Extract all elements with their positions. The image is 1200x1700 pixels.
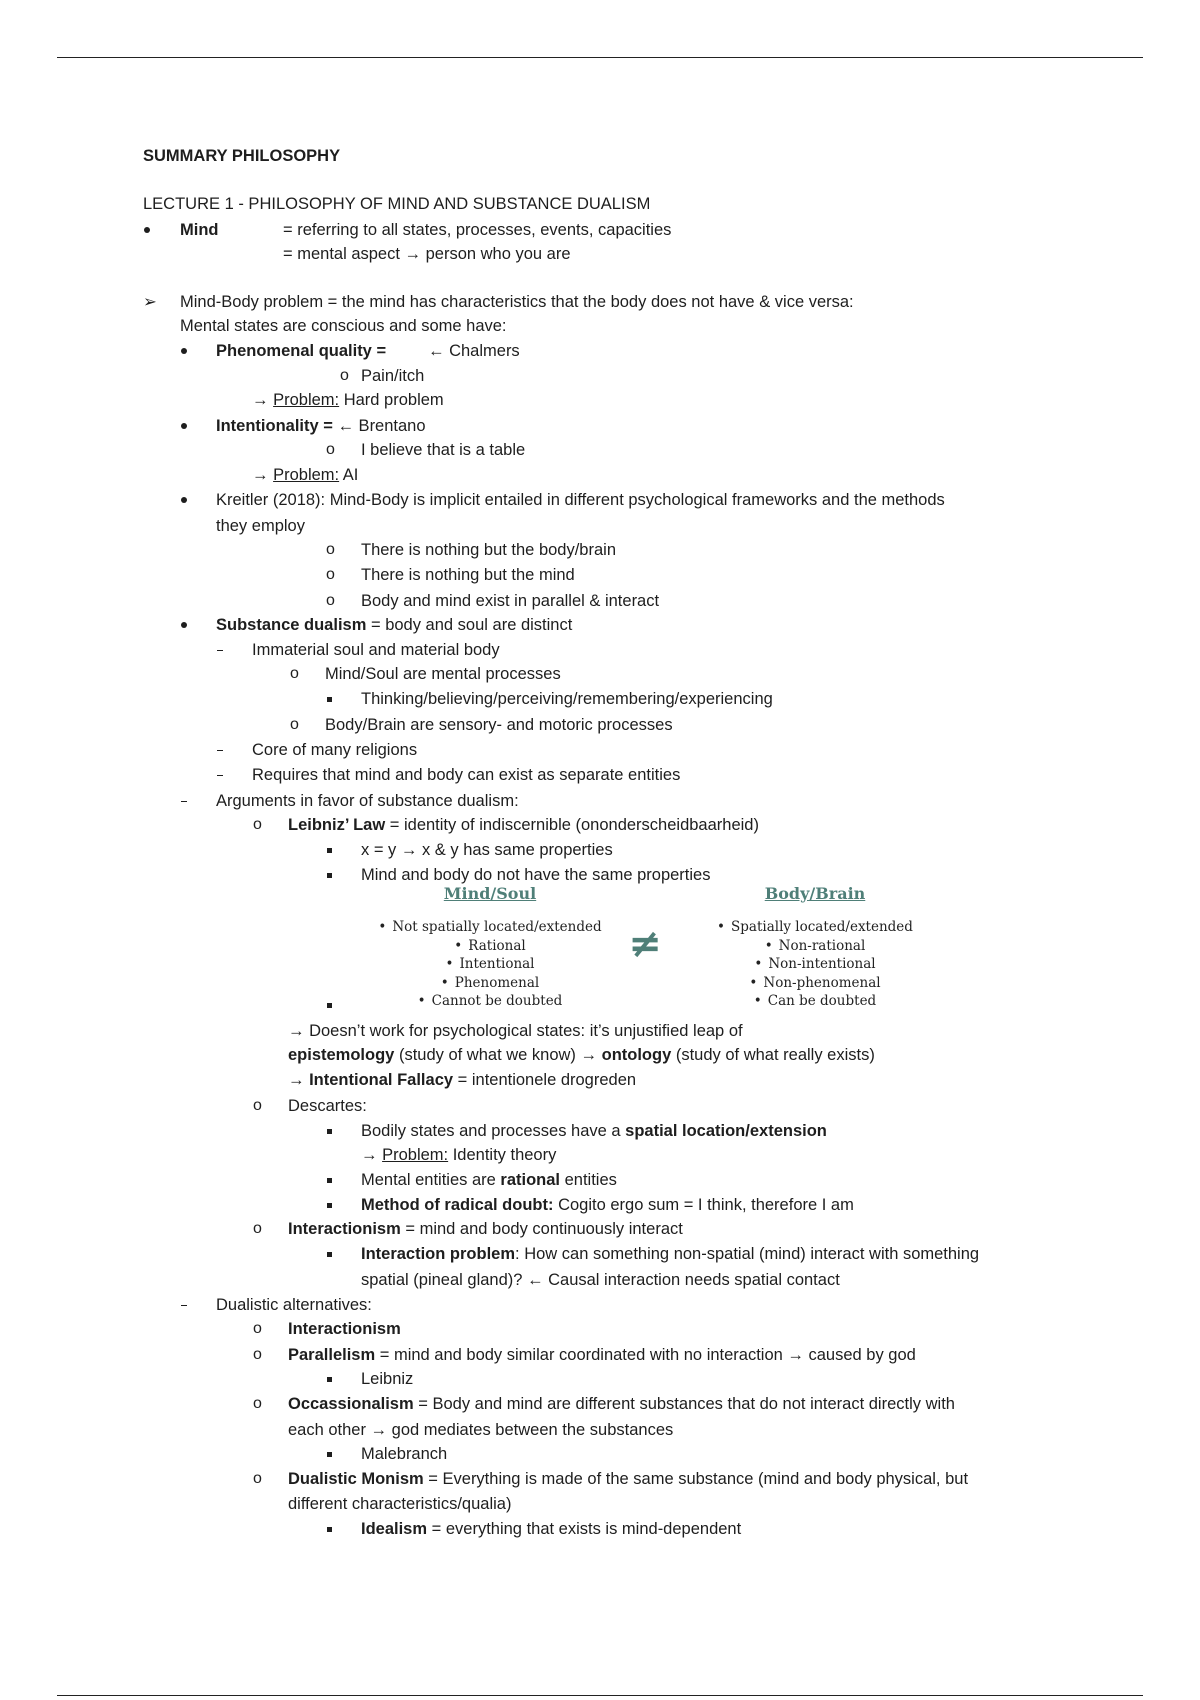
square-bullet bbox=[327, 1252, 332, 1257]
problem-text: Identity theory bbox=[448, 1146, 557, 1164]
alternatives-heading: Dualistic alternatives: bbox=[216, 1296, 372, 1314]
epistemology-ontology bbox=[288, 1045, 875, 1065]
circle-bullet: o bbox=[340, 367, 349, 384]
circle-bullet: o bbox=[326, 541, 335, 558]
radical-doubt bbox=[361, 1195, 854, 1215]
radical-doubt-term: Method of radical doubt: bbox=[361, 1196, 554, 1214]
mind-soul-header: Mind/Soul bbox=[443, 884, 537, 903]
circle-bullet: o bbox=[290, 716, 299, 733]
identity-theory bbox=[361, 1145, 556, 1165]
mind-property: • Cannot be doubted bbox=[370, 992, 610, 1011]
interactionism-term: Interactionism bbox=[288, 1220, 401, 1238]
intentionality bbox=[216, 416, 426, 436]
hard-problem bbox=[252, 390, 444, 410]
leibniz: Leibniz bbox=[361, 1370, 414, 1388]
square-bullet bbox=[327, 1003, 332, 1008]
square-bullet bbox=[327, 1377, 332, 1382]
circle-bullet: o bbox=[253, 1470, 262, 1487]
bullet-dot bbox=[181, 423, 187, 429]
intentional-fallacy-term: Intentional Fallacy bbox=[309, 1071, 454, 1089]
dualistic-monism-term: Dualistic Monism bbox=[288, 1470, 424, 1488]
ontology-def: (study of what really exists) bbox=[671, 1046, 875, 1064]
core-religions: Core of many religions bbox=[252, 741, 418, 759]
mind-soul-column bbox=[370, 884, 610, 1011]
table-belief: I believe that is a table bbox=[361, 441, 526, 459]
mind-property: • Phenomenal bbox=[370, 974, 610, 993]
thinking-list: Thinking/believing/perceiving/remembering/experiencing bbox=[361, 690, 773, 708]
mind-soul-mental: Mind/Soul are mental processes bbox=[325, 665, 561, 683]
spatial-text: Bodily states and processes have a bbox=[361, 1122, 626, 1140]
kreitler-line-1: Kreitler (2018): Mind-Body is implicit entailed in different psychological frameworks and the methods bbox=[216, 491, 945, 509]
mental-states-line: Mental states are conscious and some have: bbox=[180, 317, 507, 335]
occasionalism bbox=[288, 1394, 955, 1414]
substance-dualism-term: Substance dualism bbox=[216, 616, 367, 634]
mind-definition-2: = mental aspect → person who you are bbox=[283, 245, 571, 263]
circle-bullet: o bbox=[253, 816, 262, 833]
arrow: → bbox=[288, 1071, 310, 1089]
brentano-ref: ← Brentano bbox=[332, 417, 426, 435]
mind-body-problem: Mind-Body problem = the mind has characteristics that the body does not have & vice versa: bbox=[180, 293, 854, 311]
body-brain-sensory: Body/Brain are sensory- and motoric processes bbox=[325, 716, 673, 734]
not-same-properties: Mind and body do not have the same properties bbox=[361, 866, 711, 884]
square-bullet bbox=[327, 1203, 332, 1208]
kreitler-option-2: There is nothing but the mind bbox=[361, 566, 575, 584]
substance-dualism-def: = body and soul are distinct bbox=[366, 616, 573, 634]
kreitler-option-1: There is nothing but the body/brain bbox=[361, 541, 617, 559]
circle-bullet: o bbox=[326, 441, 335, 458]
intentional-fallacy bbox=[288, 1070, 636, 1090]
circle-bullet: o bbox=[326, 592, 335, 609]
square-bullet bbox=[327, 873, 332, 878]
problem-text: AI bbox=[339, 466, 359, 484]
ai-problem bbox=[252, 465, 358, 485]
circle-bullet: o bbox=[253, 1346, 262, 1363]
mind-property: • Intentional bbox=[370, 955, 610, 974]
square-bullet bbox=[327, 1129, 332, 1134]
intentionality-term: Intentionality = bbox=[216, 417, 333, 435]
immaterial-soul: Immaterial soul and material body bbox=[252, 641, 500, 659]
arguments-heading: Arguments in favor of substance dualism: bbox=[216, 792, 519, 810]
leibniz-law-def: = identity of indiscernible (ononderscheidbaarheid) bbox=[385, 816, 759, 834]
spatial-term: spatial location/extension bbox=[625, 1122, 827, 1140]
dash-bullet bbox=[181, 801, 187, 802]
god-mediates: each other → god mediates between the substances bbox=[288, 1421, 674, 1439]
substance-dualism bbox=[216, 615, 572, 635]
mind-property: • Rational bbox=[370, 937, 610, 956]
bullet-dot bbox=[181, 497, 187, 503]
idealism bbox=[361, 1519, 741, 1539]
interaction-problem bbox=[361, 1244, 979, 1264]
problem-label: Problem: bbox=[382, 1146, 449, 1164]
epistemology-def: (study of what we know) → bbox=[394, 1046, 602, 1064]
mind-term: Mind bbox=[180, 221, 219, 239]
body-property: • Non-intentional bbox=[700, 955, 930, 974]
spatial-location bbox=[361, 1121, 827, 1141]
occasionalism-term: Occassionalism bbox=[288, 1395, 414, 1413]
interactionism-def: = mind and body continuously interact bbox=[400, 1220, 683, 1238]
problem-label: Problem: bbox=[273, 466, 340, 484]
circle-bullet: o bbox=[326, 566, 335, 583]
intentional-fallacy-def: = intentionele drogreden bbox=[453, 1071, 637, 1089]
arrow: → bbox=[252, 466, 274, 484]
dash-bullet bbox=[181, 1305, 187, 1306]
separate-entities: Requires that mind and body can exist as separate entities bbox=[252, 766, 681, 784]
body-property: • Non-rational bbox=[700, 937, 930, 956]
parallelism-term: Parallelism bbox=[288, 1346, 376, 1364]
kreitler-line-2: they employ bbox=[216, 517, 305, 535]
not-equal-icon: ≠ bbox=[628, 921, 662, 967]
circle-bullet: o bbox=[253, 1395, 262, 1412]
pain-itch: Pain/itch bbox=[361, 367, 425, 385]
epistemology-term: epistemology bbox=[288, 1046, 395, 1064]
circle-bullet: o bbox=[253, 1220, 262, 1237]
descartes-heading: Descartes: bbox=[288, 1097, 367, 1115]
square-bullet bbox=[327, 1452, 332, 1457]
square-bullet bbox=[327, 1178, 332, 1183]
mind-property: • Not spatially located/extended bbox=[370, 918, 610, 937]
arrow-bullet: ➢ bbox=[143, 293, 157, 311]
bullet-dot bbox=[144, 227, 150, 233]
square-bullet bbox=[327, 697, 332, 702]
square-bullet bbox=[327, 848, 332, 853]
cogito-text: Cogito ergo sum = I think, therefore I am bbox=[553, 1196, 854, 1214]
phenomenal-quality-term: Phenomenal quality = bbox=[216, 342, 387, 360]
kreitler-option-3: Body and mind exist in parallel & interact bbox=[361, 592, 660, 610]
parallelism-def: = mind and body similar coordinated with no interaction → caused by god bbox=[375, 1346, 916, 1364]
leibniz-law bbox=[288, 815, 759, 835]
idealism-def: = everything that exists is mind-dependent bbox=[427, 1520, 742, 1538]
rational-term: rational bbox=[500, 1171, 561, 1189]
dash-bullet bbox=[217, 775, 223, 776]
phenomenal-quality bbox=[216, 341, 386, 361]
dash-bullet bbox=[217, 750, 223, 751]
mind-definition-1: = referring to all states, processes, events, capacities bbox=[283, 221, 672, 239]
malebranch: Malebranch bbox=[361, 1445, 448, 1463]
characteristics-qualia: different characteristics/qualia) bbox=[288, 1495, 512, 1513]
circle-bullet: o bbox=[290, 665, 299, 682]
dualistic-monism-def: = Everything is made of the same substance (mind and body physical, but bbox=[423, 1470, 969, 1488]
leap-line: → Doesn’t work for psychological states: it’s unjustified leap of bbox=[288, 1022, 743, 1040]
lecture-heading: LECTURE 1 - PHILOSOPHY OF MIND AND SUBSTANCE DUALISM bbox=[143, 195, 651, 213]
rational-text: Mental entities are bbox=[361, 1171, 501, 1189]
body-brain-column bbox=[700, 884, 930, 1011]
dualistic-monism bbox=[288, 1469, 968, 1489]
body-property: • Can be doubted bbox=[700, 992, 930, 1011]
circle-bullet: o bbox=[253, 1320, 262, 1337]
dash-bullet bbox=[217, 650, 223, 651]
interactionism bbox=[288, 1219, 683, 1239]
identity-rule: x = y → x & y has same properties bbox=[361, 841, 613, 859]
pineal-gland: spatial (pineal gland)? ← Causal interaction needs spatial contact bbox=[361, 1271, 840, 1289]
parallelism bbox=[288, 1345, 916, 1365]
mind-body-comparison-figure bbox=[370, 884, 930, 1016]
body-property: • Spatially located/extended bbox=[700, 918, 930, 937]
rational-entities bbox=[361, 1170, 617, 1190]
body-property: • Non-phenomenal bbox=[700, 974, 930, 993]
alt-interactionism: Interactionism bbox=[288, 1320, 401, 1338]
footer-rule bbox=[57, 1695, 1143, 1696]
idealism-term: Idealism bbox=[361, 1520, 428, 1538]
arrow: → bbox=[361, 1146, 383, 1164]
page-title: SUMMARY PHILOSOPHY bbox=[143, 147, 341, 165]
arrow: → bbox=[252, 391, 274, 409]
bullet-dot bbox=[181, 348, 187, 354]
problem-label: Problem: bbox=[273, 391, 340, 409]
bullet-dot bbox=[181, 622, 187, 628]
leibniz-law-term: Leibniz’ Law bbox=[288, 816, 386, 834]
circle-bullet: o bbox=[253, 1097, 262, 1114]
interaction-problem-def: : How can something non-spatial (mind) interact with something bbox=[515, 1245, 980, 1263]
occasionalism-def: = Body and mind are different substances that do not interact directly with bbox=[413, 1395, 955, 1413]
body-brain-header: Body/Brain bbox=[764, 884, 866, 903]
interaction-problem-term: Interaction problem bbox=[361, 1245, 516, 1263]
ontology-term: ontology bbox=[601, 1046, 672, 1064]
square-bullet bbox=[327, 1527, 332, 1532]
rational-text-end: entities bbox=[560, 1171, 617, 1189]
problem-text: Hard problem bbox=[339, 391, 444, 409]
chalmers-ref: ← Chalmers bbox=[428, 342, 520, 360]
